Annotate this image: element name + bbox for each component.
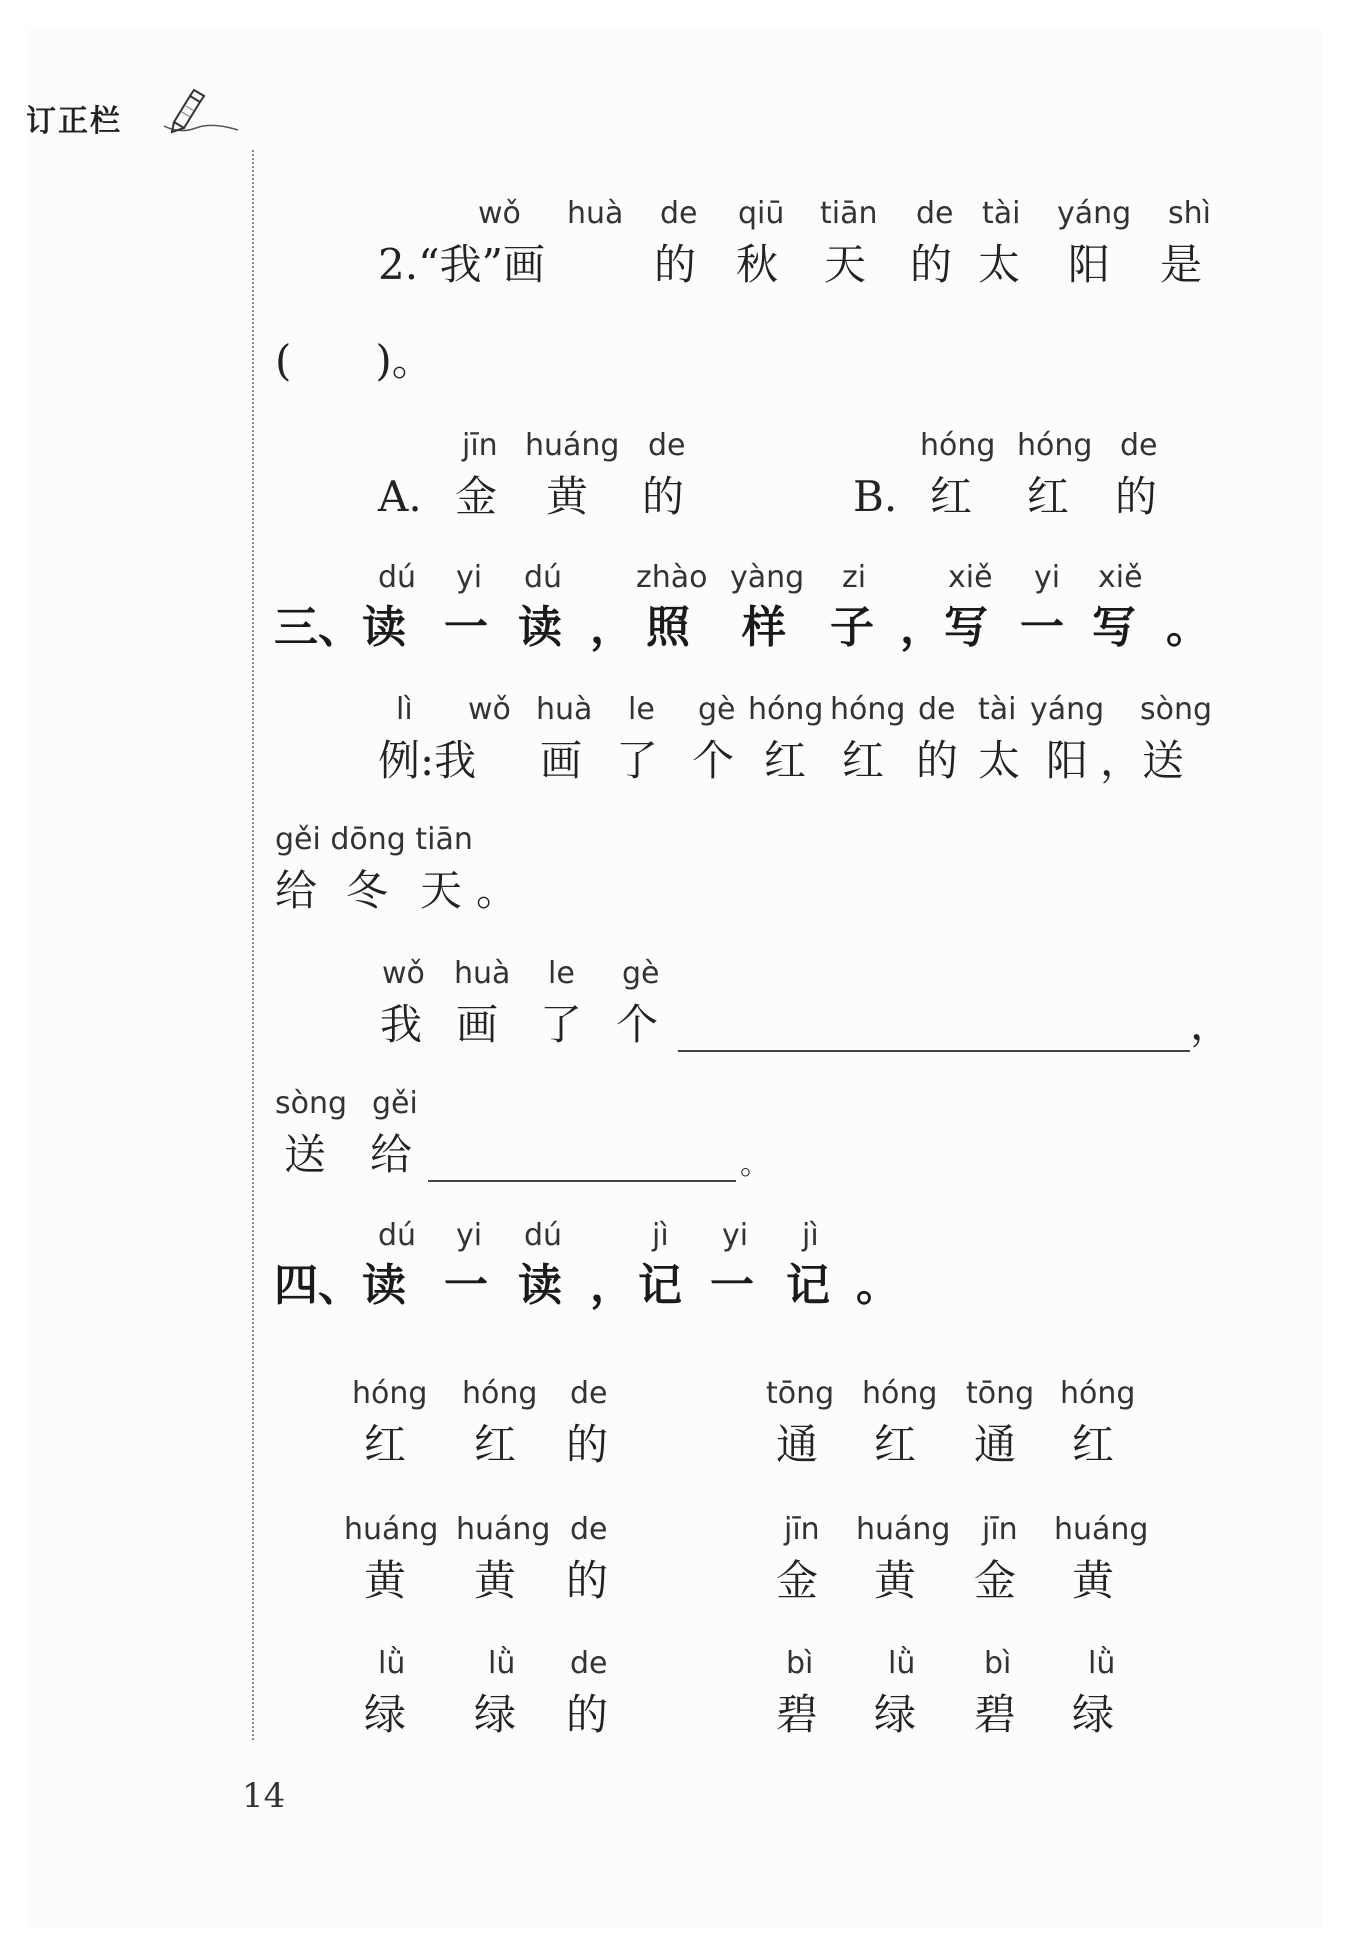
- pinyin: lǜ: [378, 1646, 406, 1681]
- answer-blank-1[interactable]: [678, 1050, 1190, 1052]
- exercise-text: 个: [616, 1000, 659, 1049]
- example-text: 例: [378, 736, 421, 785]
- word-item: 黄: [1072, 1556, 1115, 1605]
- pinyin: huáng: [856, 1512, 951, 1547]
- section-3-heading: 照: [646, 602, 690, 653]
- option-b-label[interactable]: B.: [853, 472, 898, 521]
- section-4-heading: 。: [856, 1260, 900, 1311]
- pinyin: wǒ: [478, 196, 521, 231]
- pinyin: tiān: [820, 196, 878, 231]
- word-item: 的: [566, 1420, 609, 1469]
- word-item: 黄: [874, 1556, 917, 1605]
- example-text: 的: [916, 736, 959, 785]
- option-b-text: 红: [1027, 472, 1070, 521]
- pinyin: gè: [698, 692, 736, 727]
- section-4-heading: 一: [444, 1260, 488, 1311]
- example-text: 个: [692, 736, 735, 785]
- example-text: 。: [476, 866, 519, 915]
- example-text: 给: [275, 866, 318, 915]
- exercise-text: 送: [284, 1130, 327, 1179]
- option-a-text: 黄: [546, 472, 589, 521]
- pinyin: huà: [536, 692, 593, 727]
- example-text: 画: [540, 736, 583, 785]
- section-3-heading: ，: [590, 602, 634, 653]
- pinyin: gěi dōng tiān: [275, 822, 473, 857]
- pinyin: jīn: [784, 1512, 820, 1547]
- exercise-text: 。: [740, 1147, 770, 1182]
- section-4-heading: 一: [710, 1260, 754, 1311]
- page-background: [28, 28, 1322, 1928]
- pinyin: hóng: [462, 1376, 538, 1411]
- pinyin: dú: [524, 1218, 563, 1253]
- pinyin: le: [548, 956, 575, 991]
- word-item: 碧: [776, 1690, 819, 1739]
- margin-divider: [252, 150, 254, 1740]
- word-item: 的: [566, 1556, 609, 1605]
- section-3-heading: ，写: [900, 602, 988, 653]
- example-text: 天: [420, 866, 463, 915]
- section-4-heading: 记: [786, 1260, 830, 1311]
- word-item: 通: [974, 1420, 1017, 1469]
- exercise-text: 了: [540, 1000, 583, 1049]
- section-3-heading: 一: [444, 602, 488, 653]
- section-4-heading: ，: [590, 1260, 634, 1311]
- pinyin: jì: [802, 1218, 819, 1253]
- pinyin: yàng: [730, 560, 805, 595]
- pinyin: huáng: [525, 428, 620, 463]
- pinyin: yi: [722, 1218, 749, 1253]
- pinyin: jīn: [982, 1512, 1018, 1547]
- pinyin: tài: [978, 692, 1017, 727]
- word-item: 通: [776, 1420, 819, 1469]
- answer-bracket[interactable]: ( )。: [275, 336, 434, 385]
- word-item: 金: [974, 1556, 1017, 1605]
- pinyin: lǜ: [1088, 1646, 1116, 1681]
- pinyin: dú: [378, 1218, 417, 1253]
- example-text: :我: [420, 736, 477, 785]
- pinyin: de: [916, 196, 954, 231]
- pinyin: hóng: [862, 1376, 938, 1411]
- pinyin: huáng: [456, 1512, 551, 1547]
- pinyin: de: [1120, 428, 1158, 463]
- pinyin: lǜ: [888, 1646, 916, 1681]
- pinyin: sòng: [1140, 692, 1213, 727]
- pinyin: hóng: [352, 1376, 428, 1411]
- pinyin: tōng: [766, 1376, 835, 1411]
- pinyin: yi: [1034, 560, 1061, 595]
- pinyin: hóng: [1017, 428, 1093, 463]
- section-4-heading: 读: [518, 1260, 562, 1311]
- pinyin: hóng: [920, 428, 996, 463]
- pinyin: de: [648, 428, 686, 463]
- exercise-text: ，: [1190, 1000, 1233, 1049]
- word-item: 绿: [874, 1690, 917, 1739]
- question-text: 阳: [1068, 240, 1111, 289]
- exercise-text: 我: [380, 1000, 423, 1049]
- pinyin: hóng: [830, 692, 906, 727]
- pinyin: lì: [396, 692, 413, 727]
- exercise-text: 给: [370, 1130, 413, 1179]
- exercise-text: 画: [456, 1000, 499, 1049]
- pinyin: yáng: [1030, 692, 1105, 727]
- pinyin: wǒ: [382, 956, 425, 991]
- pencil-icon: [160, 82, 242, 138]
- pinyin: gè: [622, 956, 660, 991]
- section-3-heading: 子: [830, 602, 874, 653]
- pinyin: bì: [786, 1646, 814, 1681]
- pinyin: xiě: [948, 560, 993, 595]
- question-text: 2.“我”画: [378, 240, 546, 289]
- pinyin: yi: [456, 1218, 483, 1253]
- question-text: 的: [910, 240, 953, 289]
- word-item: 金: [776, 1556, 819, 1605]
- pinyin: yi: [456, 560, 483, 595]
- option-a-label[interactable]: A.: [378, 472, 422, 521]
- pinyin: lǜ: [488, 1646, 516, 1681]
- pinyin: jì: [652, 1218, 669, 1253]
- pinyin: de: [570, 1512, 608, 1547]
- word-item: 绿: [474, 1690, 517, 1739]
- question-text: 的: [654, 240, 697, 289]
- pinyin: de: [570, 1646, 608, 1681]
- pinyin: dú: [378, 560, 417, 595]
- section-4-heading: 四、读: [274, 1260, 406, 1311]
- pinyin: le: [628, 692, 655, 727]
- pinyin: huà: [454, 956, 511, 991]
- word-item: 红: [1072, 1420, 1115, 1469]
- section-3-heading: 样: [742, 602, 786, 653]
- pinyin: qiū: [738, 196, 785, 231]
- page-number: 14: [242, 1776, 286, 1816]
- option-b-text: 红: [930, 472, 973, 521]
- example-text: 太: [978, 736, 1021, 785]
- word-item: 的: [566, 1690, 609, 1739]
- option-a-text: 金: [455, 472, 498, 521]
- pinyin: de: [918, 692, 956, 727]
- pinyin: huà: [567, 196, 624, 231]
- word-item: 红: [364, 1420, 407, 1469]
- example-text: 阳: [1046, 736, 1089, 785]
- word-item: 红: [474, 1420, 517, 1469]
- pinyin: bì: [984, 1646, 1012, 1681]
- section-4-heading: 记: [638, 1260, 682, 1311]
- word-item: 红: [874, 1420, 917, 1469]
- option-b-text: 的: [1115, 472, 1158, 521]
- pinyin: zi: [842, 560, 867, 595]
- pinyin: zhào: [636, 560, 708, 595]
- pinyin: shì: [1168, 196, 1211, 231]
- answer-blank-2[interactable]: [428, 1180, 736, 1182]
- pinyin: sòng: [275, 1086, 348, 1121]
- pinyin: yáng: [1057, 196, 1132, 231]
- word-item: 绿: [1072, 1690, 1115, 1739]
- word-item: 黄: [364, 1556, 407, 1605]
- pinyin: dú: [524, 560, 563, 595]
- pinyin: tài: [982, 196, 1021, 231]
- pinyin: xiě: [1098, 560, 1143, 595]
- pinyin: wǒ: [468, 692, 511, 727]
- example-text: 了: [616, 736, 659, 785]
- section-3-heading: 读: [518, 602, 562, 653]
- pinyin: hóng: [1060, 1376, 1136, 1411]
- example-text: 冬: [346, 866, 389, 915]
- section-3-heading: 写: [1092, 602, 1136, 653]
- pinyin: huáng: [344, 1512, 439, 1547]
- pinyin: jīn: [462, 428, 498, 463]
- word-item: 碧: [974, 1690, 1017, 1739]
- word-item: 绿: [364, 1690, 407, 1739]
- word-item: 黄: [474, 1556, 517, 1605]
- pinyin: gěi: [372, 1086, 418, 1121]
- pinyin: huáng: [1054, 1512, 1149, 1547]
- pinyin: tōng: [966, 1376, 1035, 1411]
- pinyin: hóng: [748, 692, 824, 727]
- pinyin: de: [570, 1376, 608, 1411]
- correction-column-label: 订正栏: [26, 104, 122, 139]
- example-text: ，送: [1100, 736, 1185, 785]
- section-3-heading: 。: [1166, 602, 1210, 653]
- example-text: 红: [764, 736, 807, 785]
- pinyin: de: [660, 196, 698, 231]
- example-text: 红: [842, 736, 885, 785]
- section-3-heading: 三、读: [274, 602, 406, 653]
- question-text: 天: [824, 240, 867, 289]
- section-3-heading: 一: [1020, 602, 1064, 653]
- question-text: 是: [1160, 240, 1203, 289]
- question-text: 太: [978, 240, 1021, 289]
- option-a-text: 的: [642, 472, 685, 521]
- question-text: 秋: [736, 240, 779, 289]
